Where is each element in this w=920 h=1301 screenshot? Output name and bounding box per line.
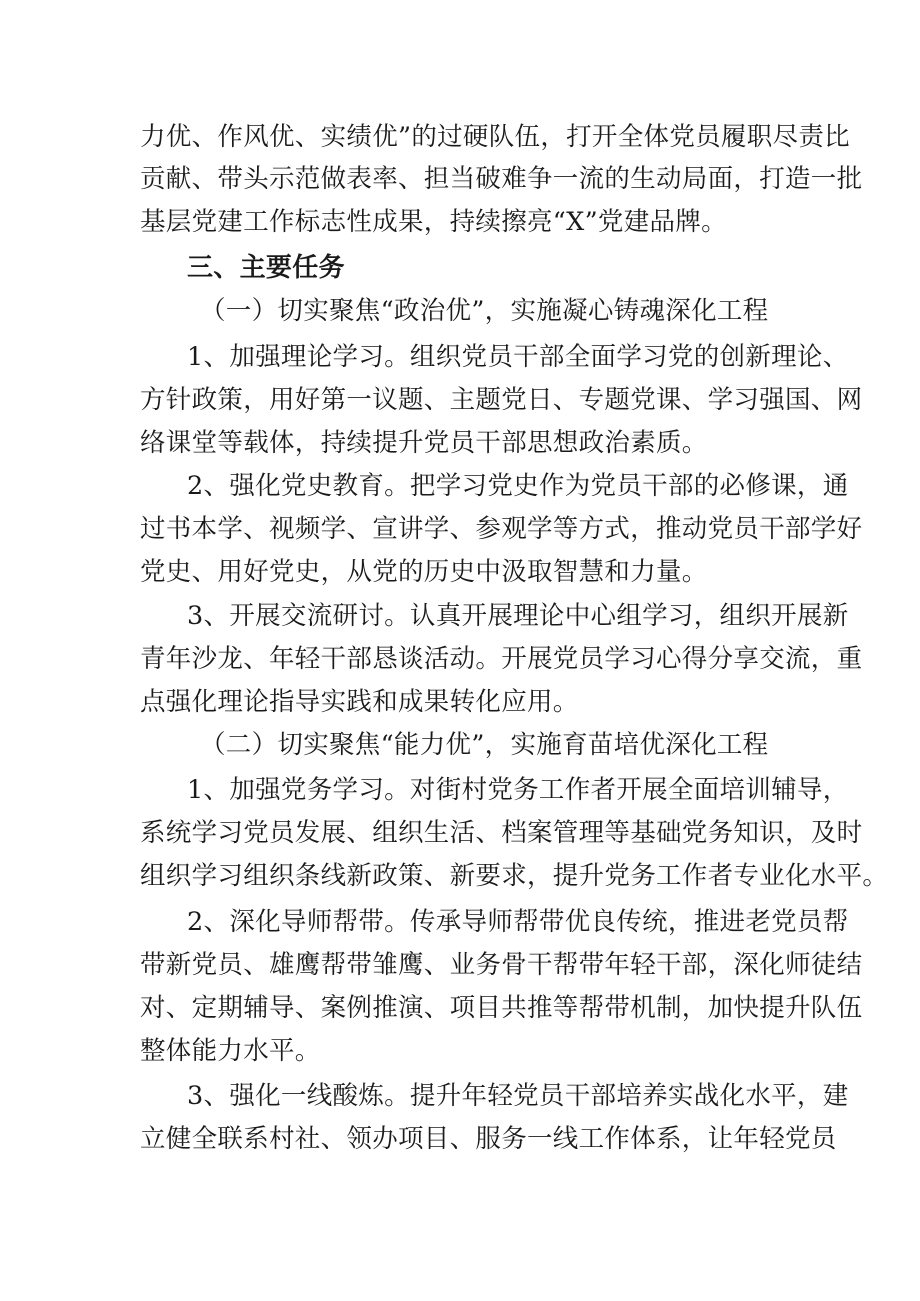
text-line: 2、深化导师帮带。传承导师帮带优良传统，推进老党员帮 <box>187 907 849 937</box>
text-line: 3、开展交流研讨。认真开展理论中心组学习，组织开展新 <box>187 601 849 631</box>
text-line: 3、强化一线酸炼。提升年轻党员干部培养实战化水平，建 <box>187 1081 849 1111</box>
subsection-heading: （二）切实聚焦“能力优”，实施育苗培优深化工程 <box>200 730 769 760</box>
text-line: 党史、用好党史，从党的历史中汲取智慧和力量。 <box>140 557 708 587</box>
text-line: 络课堂等载体，持续提升党员干部思想政治素质。 <box>140 428 708 458</box>
text-line: 基层党建工作标志性成果，持续擦亮“X”党建品牌。 <box>140 207 727 237</box>
text-line: 系统学习党员发展、组织生活、档案管理等基础党务知识，及时 <box>140 818 863 848</box>
text-line: 力优、作风优、实绩优”的过硬队伍，打开全体党员履职尽责比 <box>140 122 850 152</box>
text-line: 整体能力水平。 <box>140 1036 321 1066</box>
text-line: 组织学习组织条线新政策、新要求，提升党务工作者专业化水平。 <box>140 861 889 891</box>
text-line: 1、加强理论学习。组织党员干部全面学习党的创新理论、 <box>187 342 849 372</box>
text-line: 点强化理论指导实践和成果转化应用。 <box>140 687 579 717</box>
text-line: 带新党员、雄鹰帮带雏鹰、业务骨干帮带年轻干部，深化师徒结 <box>140 950 863 980</box>
text-line: 1、加强党务学习。对街村党务工作者开展全面培训辅导， <box>187 775 849 805</box>
subsection-heading: （一）切实聚焦“政治优”，实施凝心铸魂深化工程 <box>200 296 769 326</box>
text-line: 贡献、带头示范做表率、担当破难争一流的生动局面，打造一批 <box>140 164 863 194</box>
text-line: 立健全联系村社、领办项目、服务一线工作体系，让年轻党员 <box>140 1124 837 1154</box>
text-line: 对、定期辅导、案例推演、项目共推等帮带机制，加快提升队伍 <box>140 993 863 1023</box>
text-line: 2、强化党史教育。把学习党史作为党员干部的必修课，通 <box>187 471 849 501</box>
section-heading: 三、主要任务 <box>187 253 345 283</box>
text-line: 青年沙龙、年轻干部恳谈活动。开展党员学习心得分享交流，重 <box>140 644 863 674</box>
text-line: 过书本学、视频学、宣讲学、参观学等方式，推动党员干部学好 <box>140 514 863 544</box>
text-line: 方针政策，用好第一议题、主题党日、专题党课、学习强国、网 <box>140 385 863 415</box>
